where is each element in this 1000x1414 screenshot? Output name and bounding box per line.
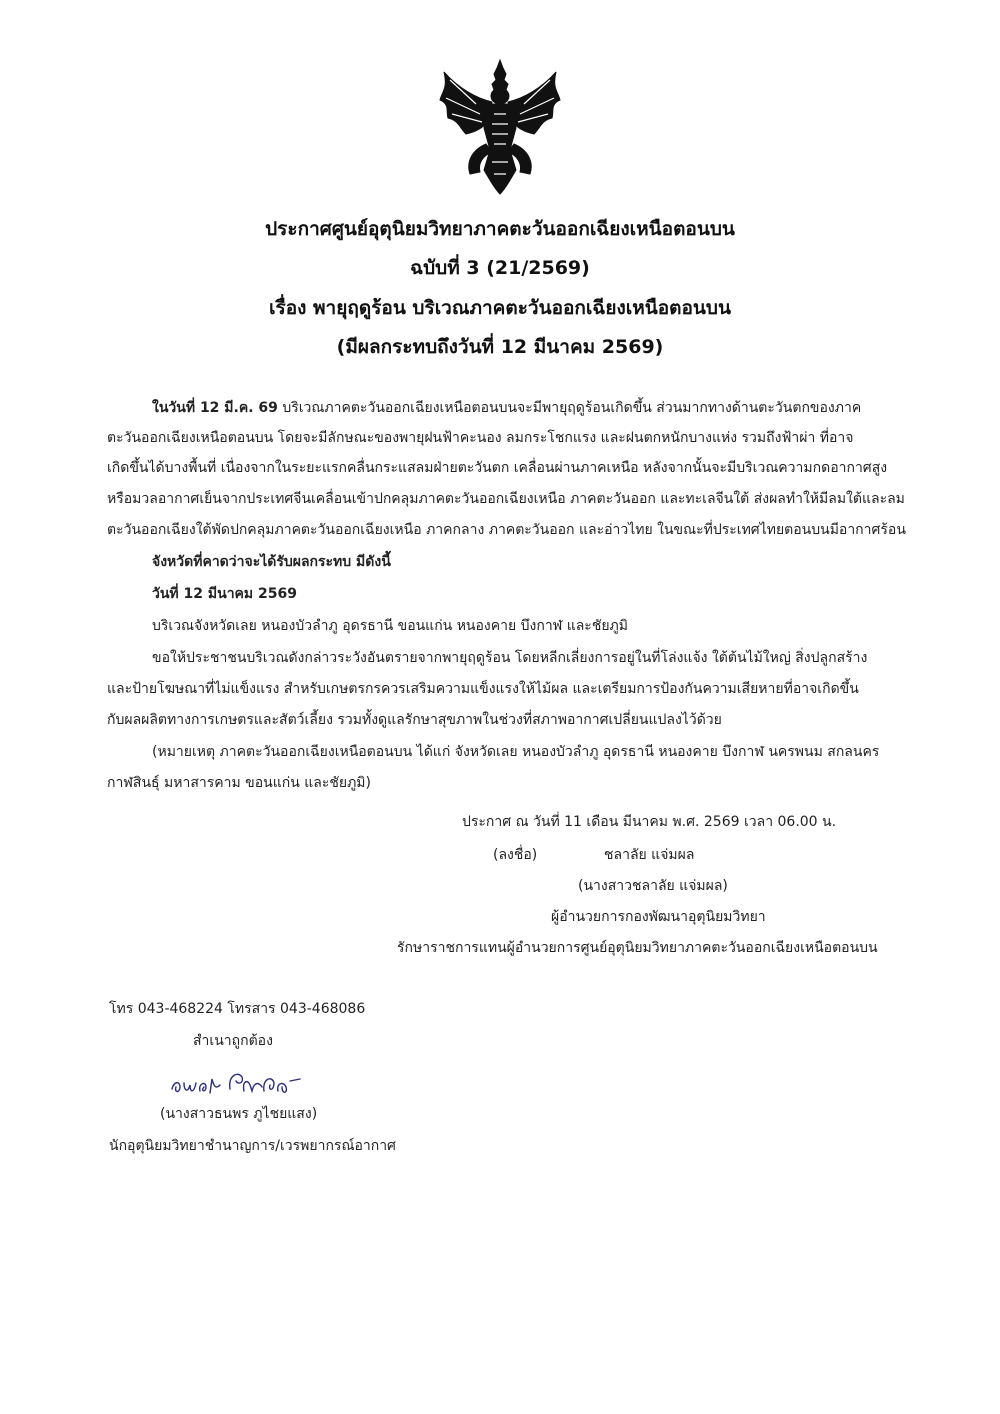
advice-line-1: ขอให้ประชาชนบริเวณดังกล่าวระวังอันตรายจากพายุฤดูร้อน โดยหลีกเลี่ยงการอยู่ในที่โล่งแจ้ง ใต้ต้นไม้ใหญ่ สิ่งปลูกสร้าง xyxy=(152,650,868,666)
advice-line-2: และป้ายโฆษณาที่ไม่แข็งแรง สำหรับเกษตรกรควรเสริมความแข็งแรงให้ไม้ผล และเตรียมการป้องกันความเสียหายที่อาจเกิดขึ้น xyxy=(107,681,859,697)
certifier-position: นักอุตุนิยมวิทยาชำนาญการ/เวรพยากรณ์อากาศ xyxy=(109,1138,396,1154)
intro-line-5: ตะวันออกเฉียงใต้พัดปกคลุมภาคตะวันออกเฉียงเหนือ ภาคกลาง ภาคตะวันออก และอ่าวไทย ในขณะที่ประเทศไทยตอนบนมีอากาศร้อน xyxy=(107,522,906,538)
intro-line-4: หรือมวลอากาศเย็นจากประเทศจีนเคลื่อนเข้าปกคลุมภาคตะวันออกเฉียงเหนือ ภาคตะวันออก และทะเลจีนใต้ ส่งผลทำให้มีลมใต้และลม xyxy=(107,491,905,507)
date-heading: วันที่ 12 มีนาคม 2569 xyxy=(152,586,297,602)
handwritten-signature xyxy=(168,1065,308,1099)
intro-line-3: เกิดขึ้นได้บางพื้นที่ เนื่องจากในระยะแรกคลื่นกระแสลมฝ่ายตะวันตก เคลื่อนผ่านภาคเหนือ หลังจากนั้นจะมีบริเวณความกดอากาศสูง xyxy=(107,460,888,476)
certifier-name: (นางสาวธนพร ภูไชยแสง) xyxy=(160,1106,318,1122)
note-line-2: กาฬสินธุ์ มหาสารคาม ขอนแก่น และชัยภูมิ) xyxy=(107,775,371,791)
intro-line-2: ตะวันออกเฉียงเหนือตอนบน โดยจะมีลักษณะของพายุฝนฟ้าคะนอง ลมกระโชกแรง และฝนตกหนักบางแห่ง รวมถึงฟ้าผ่า ที่อาจ xyxy=(107,430,854,446)
effective-date: (มีผลกระทบถึงวันที่ 12 มีนาคม 2569) xyxy=(336,336,664,358)
intro-line-1-text: บริเวณภาคตะวันออกเฉียงเหนือตอนบนจะมีพายุฤดูร้อนเกิดขึ้น ส่วนมากทางด้านตะวันตกของภาค xyxy=(282,400,862,416)
advice-line-3: กับผลผลิตทางการเกษตรและสัตว์เลี้ยง รวมทั้งดูแลรักษาสุขภาพในช่วงที่สภาพอากาศเปลี่ยนแปลงไว้ด้วย xyxy=(107,712,722,728)
signed-name: ชลาลัย แจ่มผล xyxy=(604,847,695,863)
certified-copy-label: สำเนาถูกต้อง xyxy=(193,1033,273,1049)
announced-date: ประกาศ ณ วันที่ 11 เดือน มีนาคม พ.ศ. 2569 เวลา 06.00 น. xyxy=(462,814,837,830)
signer-full-name: (นางสาวชลาลัย แจ่มผล) xyxy=(578,878,728,894)
issue-number: ฉบับที่ 3 (21/2569) xyxy=(410,257,590,279)
contact-numbers: โทร 043-468224 โทรสาร 043-468086 xyxy=(109,1001,366,1017)
subject-line: เรื่อง พายุฤดูร้อน บริเวณภาคตะวันออกเฉียงเหนือตอนบน xyxy=(269,297,731,319)
signer-acting-position: รักษาราชการแทนผู้อำนวยการศูนย์อุตุนิยมวิทยาภาคตะวันออกเฉียงเหนือตอนบน xyxy=(397,940,878,956)
intro-lead: ในวันที่ 12 มี.ค. 69 xyxy=(152,400,278,416)
signed-label: (ลงชื่อ) xyxy=(493,847,538,863)
affected-heading: จังหวัดที่คาดว่าจะได้รับผลกระทบ มีดังนี้ xyxy=(152,554,391,570)
note-line-1: (หมายเหตุ ภาคตะวันออกเฉียงเหนือตอนบน ได้แก่ จังหวัดเลย หนองบัวลำภู อุดรธานี หนองคาย บึงกาฬ นครพนม สกลนคร xyxy=(152,744,880,760)
garuda-emblem-icon xyxy=(436,58,564,196)
signer-position: ผู้อำนวยการกองพัฒนาอุตุนิยมวิทยา xyxy=(551,909,766,925)
intro-line-1 xyxy=(152,398,861,418)
announcement-title: ประกาศศูนย์อุตุนิยมวิทยาภาคตะวันออกเฉียงเหนือตอนบน xyxy=(265,218,735,240)
affected-areas: บริเวณจังหวัดเลย หนองบัวลำภู อุดรธานี ขอนแก่น หนองคาย บึงกาฬ และชัยภูมิ xyxy=(152,618,628,634)
